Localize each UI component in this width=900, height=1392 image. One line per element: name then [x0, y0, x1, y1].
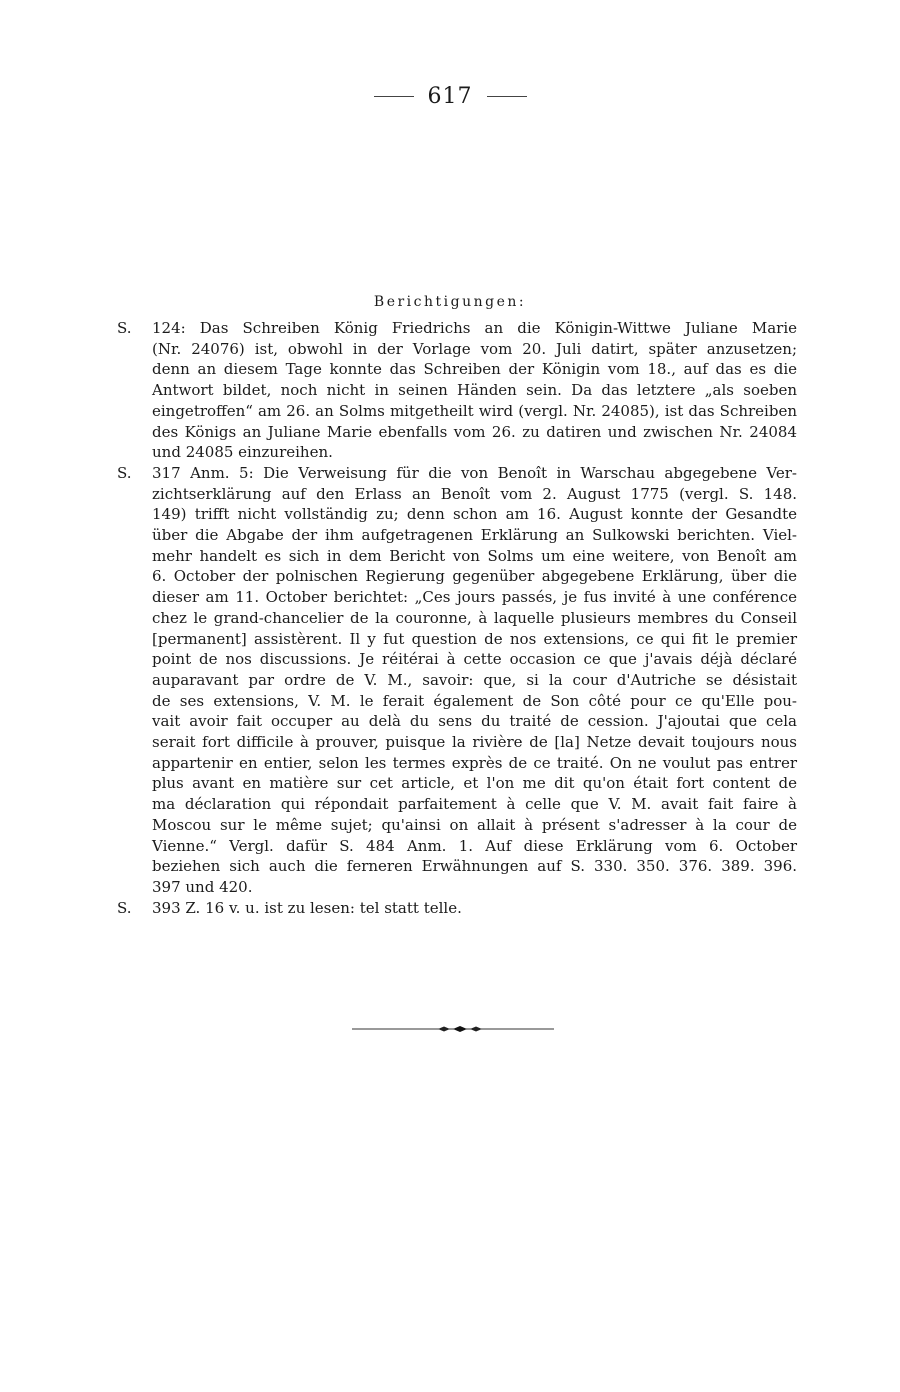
entry-text [152, 318, 797, 463]
text-line: appartenir en entier, selon les termes exprès de ce traité. On ne voulut pas entrer [152, 753, 797, 772]
text-line: point de nos discussions. Je réitérai à cette occasion ce que j'avais déjà déclaré [152, 650, 797, 669]
text-line: serait fort difficile à prouver, puisque la rivière de [la] Netze devait toujours nous [152, 733, 797, 752]
header-rule-left [374, 96, 414, 97]
text-line: ma déclaration qui répondait parfaitement à celle que V. M. avait fait faire à [152, 795, 797, 814]
text-line: vait avoir fait occuper au delà du sens du traité de cession. J'ajoutai que cela [152, 712, 797, 731]
text-line: 6. October der polnischen Regierung gegenüber abgegebene Erklärung, über die [152, 567, 797, 586]
text-line: 149) trifft nicht vollständig zu; denn schon am 16. August konnte der Gesandte [152, 505, 797, 524]
text-line: 124: Das Schreiben König Friedrichs an die Königin-Wittwe Juliane Marie [152, 319, 797, 337]
corrections-list [117, 318, 797, 918]
text-line: Vienne.“ Vergl. dafür S. 484 Anm. 1. Auf diese Erklärung vom 6. October [152, 836, 797, 855]
text-line: auparavant par ordre de V. M., savoir: que, si la cour d'Autriche se désistait [152, 670, 797, 689]
text-line: chez le grand-chancelier de la couronne, à laquelle plusieurs membres du Conseil [152, 608, 797, 627]
text-line: denn an diesem Tage konnte das Schreiben der Königin vom 18., auf das es die [152, 360, 797, 379]
entry-text [152, 898, 797, 919]
page-number: 617 [427, 84, 473, 109]
header-rule-right [487, 96, 527, 97]
correction-entry [117, 463, 797, 898]
entry-label: S. [117, 319, 132, 337]
text-line: Moscou sur le même sujet; qu'ainsi on allait à présent s'adresser à la cour de [152, 815, 797, 834]
text-line: Antwort bildet, noch nicht in seinen Händen sein. Da das letztere „als soeben [152, 381, 797, 400]
correction-entry [117, 898, 797, 919]
text-line: [permanent] assistèrent. Il y fut question de nos extensions, ce qui fit le premier [152, 629, 797, 648]
entry-label: S. [117, 898, 132, 917]
text-line: und 24085 einzureihen. [152, 443, 333, 462]
entry-text [152, 463, 797, 898]
text-line: des Königs an Juliane Marie ebenfalls vom 26. zu datiren und zwischen Nr. 24084 [152, 422, 797, 441]
text-line: 393 Z. 16 v. u. ist zu lesen: tel statt telle. [152, 898, 462, 917]
text-line: de ses extensions, V. M. le ferait également de Son côté pour ce qu'Elle pou- [152, 691, 797, 710]
entry-label: S. [117, 463, 132, 482]
text-line: 317 Anm. 5: Die Verweisung für die von Benoît in Warschau abgegebene Ver- [152, 463, 797, 482]
section-title: Berichtigungen: [373, 294, 527, 310]
text-line: (Nr. 24076) ist, obwohl in der Vorlage vom 20. Juli datirt, später anzusetzen; [152, 339, 797, 358]
text-line: über die Abgabe der ihm aufgetragenen Erklärung an Sulkowski berichten. Viel- [152, 526, 797, 545]
correction-entry [117, 318, 797, 463]
page-header [0, 84, 900, 109]
text-line: zichtserklärung auf den Erlass an Benoît vom 2. August 1775 (vergl. S. 148. [152, 484, 797, 503]
text-line: plus avant en matière sur cet article, et l'on me dit qu'on était fort content de [152, 774, 797, 793]
text-line: mehr handelt es sich in dem Bericht von Solms um eine weitere, von Benoît am [152, 546, 797, 565]
text-line: beziehen sich auch die ferneren Erwähnungen auf S. 330. 350. 376. 389. 396. [152, 857, 797, 876]
text-line: eingetroffen“ am 26. an Solms mitgetheilt wird (vergl. Nr. 24085), ist das Schreiben [152, 401, 797, 420]
text-line: 397 und 420. [152, 877, 253, 896]
ornamental-separator [352, 1024, 554, 1034]
text-line: dieser am 11. October berichtet: „Ces jours passés, je fus invité à une conférence [152, 588, 797, 607]
